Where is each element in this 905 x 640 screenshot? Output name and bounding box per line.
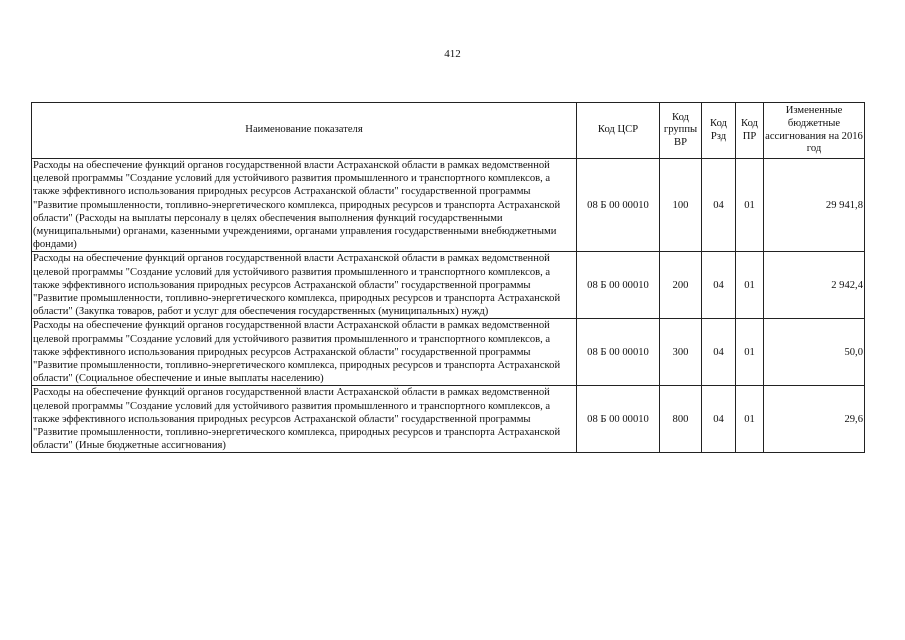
row-name: Расходы на обеспечение функций органов государственной власти Астраханской области в рамках ведомственной целевой программы "Создание условий для устойчивого развития промышленного и транспортного комплексов, а также эффективного использования природных ресурсов Астраханской области" государственной программы "Развитие промышленности, топливно-энергетического комплекса, природных ресурсов и транспорта Астраханской области" (Расходы на выплаты персоналу в целях обеспечения выполнения функций государственными (муниципальными) органами, казенными учреждениями, органами управления государственными внебюджетными фондами) — [32, 159, 577, 252]
table-row — [32, 386, 865, 453]
header-amount: Измененные бюджетные ассигнования на 2016 год — [764, 103, 865, 159]
row-vr: 300 — [660, 319, 702, 386]
row-name: Расходы на обеспечение функций органов государственной власти Астраханской области в рамках ведомственной целевой программы "Создание условий для устойчивого развития промышленного и транспортного комплексов, а также эффективного использования природных ресурсов Астраханской области" государственной программы "Развитие промышленности, топливно-энергетического комплекса, природных ресурсов и транспорта Астраханской области" (Иные бюджетные ассигнования) — [32, 386, 577, 453]
row-rzd: 04 — [702, 319, 736, 386]
header-row — [32, 103, 865, 159]
row-rzd: 04 — [702, 252, 736, 319]
header-rzd: Код Рзд — [702, 103, 736, 159]
row-vr: 800 — [660, 386, 702, 453]
table-body — [32, 159, 865, 453]
row-amount: 29,6 — [764, 386, 865, 453]
row-amount: 50,0 — [764, 319, 865, 386]
header-pr: Код ПР — [736, 103, 764, 159]
table-row — [32, 159, 865, 252]
row-pr: 01 — [736, 319, 764, 386]
header-name: Наименование показателя — [32, 103, 577, 159]
table-header — [32, 103, 865, 159]
row-csr: 08 Б 00 00010 — [577, 252, 660, 319]
row-csr: 08 Б 00 00010 — [577, 159, 660, 252]
row-vr: 100 — [660, 159, 702, 252]
row-name: Расходы на обеспечение функций органов государственной власти Астраханской области в рамках ведомственной целевой программы "Создание условий для устойчивого развития промышленного и транспортного комплексов, а также эффективного использования природных ресурсов Астраханской области" государственной программы "Развитие промышленности, топливно-энергетического комплекса, природных ресурсов и транспорта Астраханской области" (Закупка товаров, работ и услуг для обеспечения государственных (муниципальных) нужд) — [32, 252, 577, 319]
table-row — [32, 252, 865, 319]
row-pr: 01 — [736, 159, 764, 252]
row-amount: 29 941,8 — [764, 159, 865, 252]
header-csr: Код ЦСР — [577, 103, 660, 159]
row-name: Расходы на обеспечение функций органов государственной власти Астраханской области в рамках ведомственной целевой программы "Создание условий для устойчивого развития промышленного и транспортного комплексов, а также эффективного использования природных ресурсов Астраханской области" государственной программы "Развитие промышленности, топливно-энергетического комплекса, природных ресурсов и транспорта Астраханской области" (Социальное обеспечение и иные выплаты населению) — [32, 319, 577, 386]
row-amount: 2 942,4 — [764, 252, 865, 319]
table-row — [32, 319, 865, 386]
row-csr: 08 Б 00 00010 — [577, 386, 660, 453]
row-pr: 01 — [736, 386, 764, 453]
row-csr: 08 Б 00 00010 — [577, 319, 660, 386]
row-vr: 200 — [660, 252, 702, 319]
row-rzd: 04 — [702, 159, 736, 252]
row-pr: 01 — [736, 252, 764, 319]
header-vr: Код группы ВР — [660, 103, 702, 159]
budget-table — [31, 102, 865, 453]
page-number: 412 — [444, 48, 461, 60]
row-rzd: 04 — [702, 386, 736, 453]
